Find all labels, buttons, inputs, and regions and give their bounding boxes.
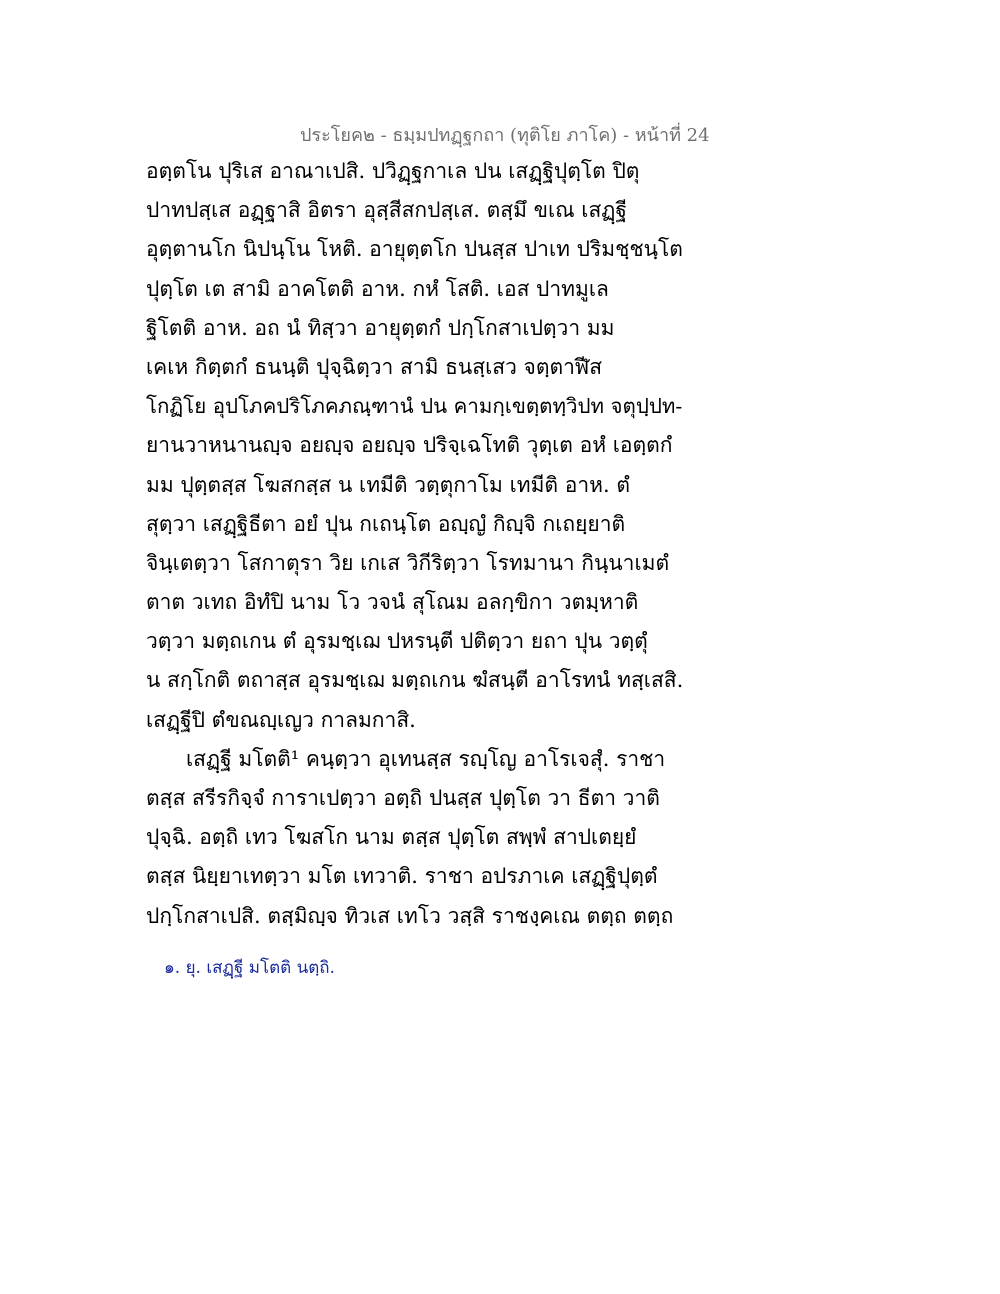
text-line: เคเห กิตฺตกํ ธนนฺติ ปุจฺฉิตฺวา สามิ ธนสฺเสว จตฺตาฬีส <box>146 354 603 379</box>
text-line: โกฏิโย อุปโภคปริโภคภณฺฑานํ ปน คามกฺเขตฺตทฺวิปท จตุปฺปท- <box>146 394 683 419</box>
text-line: ฐิโตติ อาห. อถ นํ ทิสฺวา อายุตฺตกํ ปกฺโกสาเปตฺวา มม <box>146 315 615 340</box>
text-line: เสฏฺฐี มโตติ¹ คนฺตฺวา อุเทนสฺส รญฺโญ อาโรเจสุํ. ราชา <box>186 746 666 771</box>
text-line: จินฺเตตฺวา โสกาตุรา วิย เกเส วิกีริตฺวา โรทมานา กินฺนาเมตํ <box>146 550 670 575</box>
text-line: ปาทปสฺเส อฏฺฐาสิ อิตรา อุสฺสีสกปสฺเส. ตสฺมึ ขเณ เสฏฺฐี <box>146 198 627 223</box>
text-line: ปกฺโกสาเปสิ. ตสฺมิญฺจ ทิวเส เทโว วสฺสิ ราชงฺคเณ ตตฺถ ตตฺถ <box>146 903 674 928</box>
text-line: ตาต วเทถ อิทํปิ นาม โว วจนํ สุโณม อลกฺขิกา วตมฺหาติ <box>146 590 639 615</box>
text-line: อตฺตโน ปุริเส อาณาเปสิ. ปวิฏฺฐกาเล ปน เสฏฺฐิปุตฺโต ปิตุ <box>146 159 640 183</box>
text-line: น สกฺโกติ ตถาสฺส อุรมชฺเฌ มตฺถเกน ฆํสนฺตี อาโรทนํ ทสฺเสสิ. <box>146 668 684 693</box>
paragraph-2 <box>146 740 674 936</box>
paragraph-1 <box>146 152 684 740</box>
text-line: ปุจฺฉิ. อตฺถิ เทว โฆสโก นาม ตสฺส ปุตฺโต สพฺพํ สาปเตยฺยํ <box>146 825 637 850</box>
body-text <box>146 152 684 936</box>
text-line: สุตฺวา เสฏฺฐิธีตา อยํ ปุน กเถนฺโต อญฺญํ กิญฺจิ กเถยฺยาติ <box>146 511 626 536</box>
text-line: วตฺวา มตฺถเกน ตํ อุรมชฺเฌ ปหรนฺตี ปติตฺวา ยถา ปุน วตฺตุํ <box>146 629 648 654</box>
text-line: ปุตฺโต เต สามิ อาคโตติ อาห. กหํ โสติ. เอส ปาทมูเล <box>146 276 609 301</box>
text-line: อุตฺตานโก นิปนฺโน โหติ. อายุตฺตโก ปนสฺส ปาเท ปริมชฺชนฺโต <box>146 237 683 262</box>
text-line: มม ปุตฺตสฺส โฆสกสฺส น เทมีติ วตฺตุกาโม เทมีติ อาห. ตํ <box>146 472 630 497</box>
text-line: ตสฺส สรีรกิจฺจํ การาเปตฺวา อตฺถิ ปนสฺส ปุตฺโต วา ธีตา วาติ <box>146 786 660 810</box>
footnote: ๑. ยุ. เสฏฺฐี มโตติ นตฺถิ. <box>164 958 335 978</box>
running-header: ประโยค๒ - ธมฺมปทฏฺฐกถา (ทุติโย ภาโค) - หน้าที่ 24 <box>300 125 710 146</box>
text-line: ยานวาหนานญฺจ อยญฺจ อยญฺจ ปริจฺเฉโทติ วุตฺเต อหํ เอตฺตกํ <box>146 433 673 458</box>
text-line: เสฏฺฐีปิ ตํขณญฺเญว กาลมกาสิ. <box>146 707 416 732</box>
text-line: ตสฺส นิยฺยาเทตฺวา มโต เทวาติ. ราชา อปรภาเค เสฏฺฐิปุตฺตํ <box>146 864 658 889</box>
